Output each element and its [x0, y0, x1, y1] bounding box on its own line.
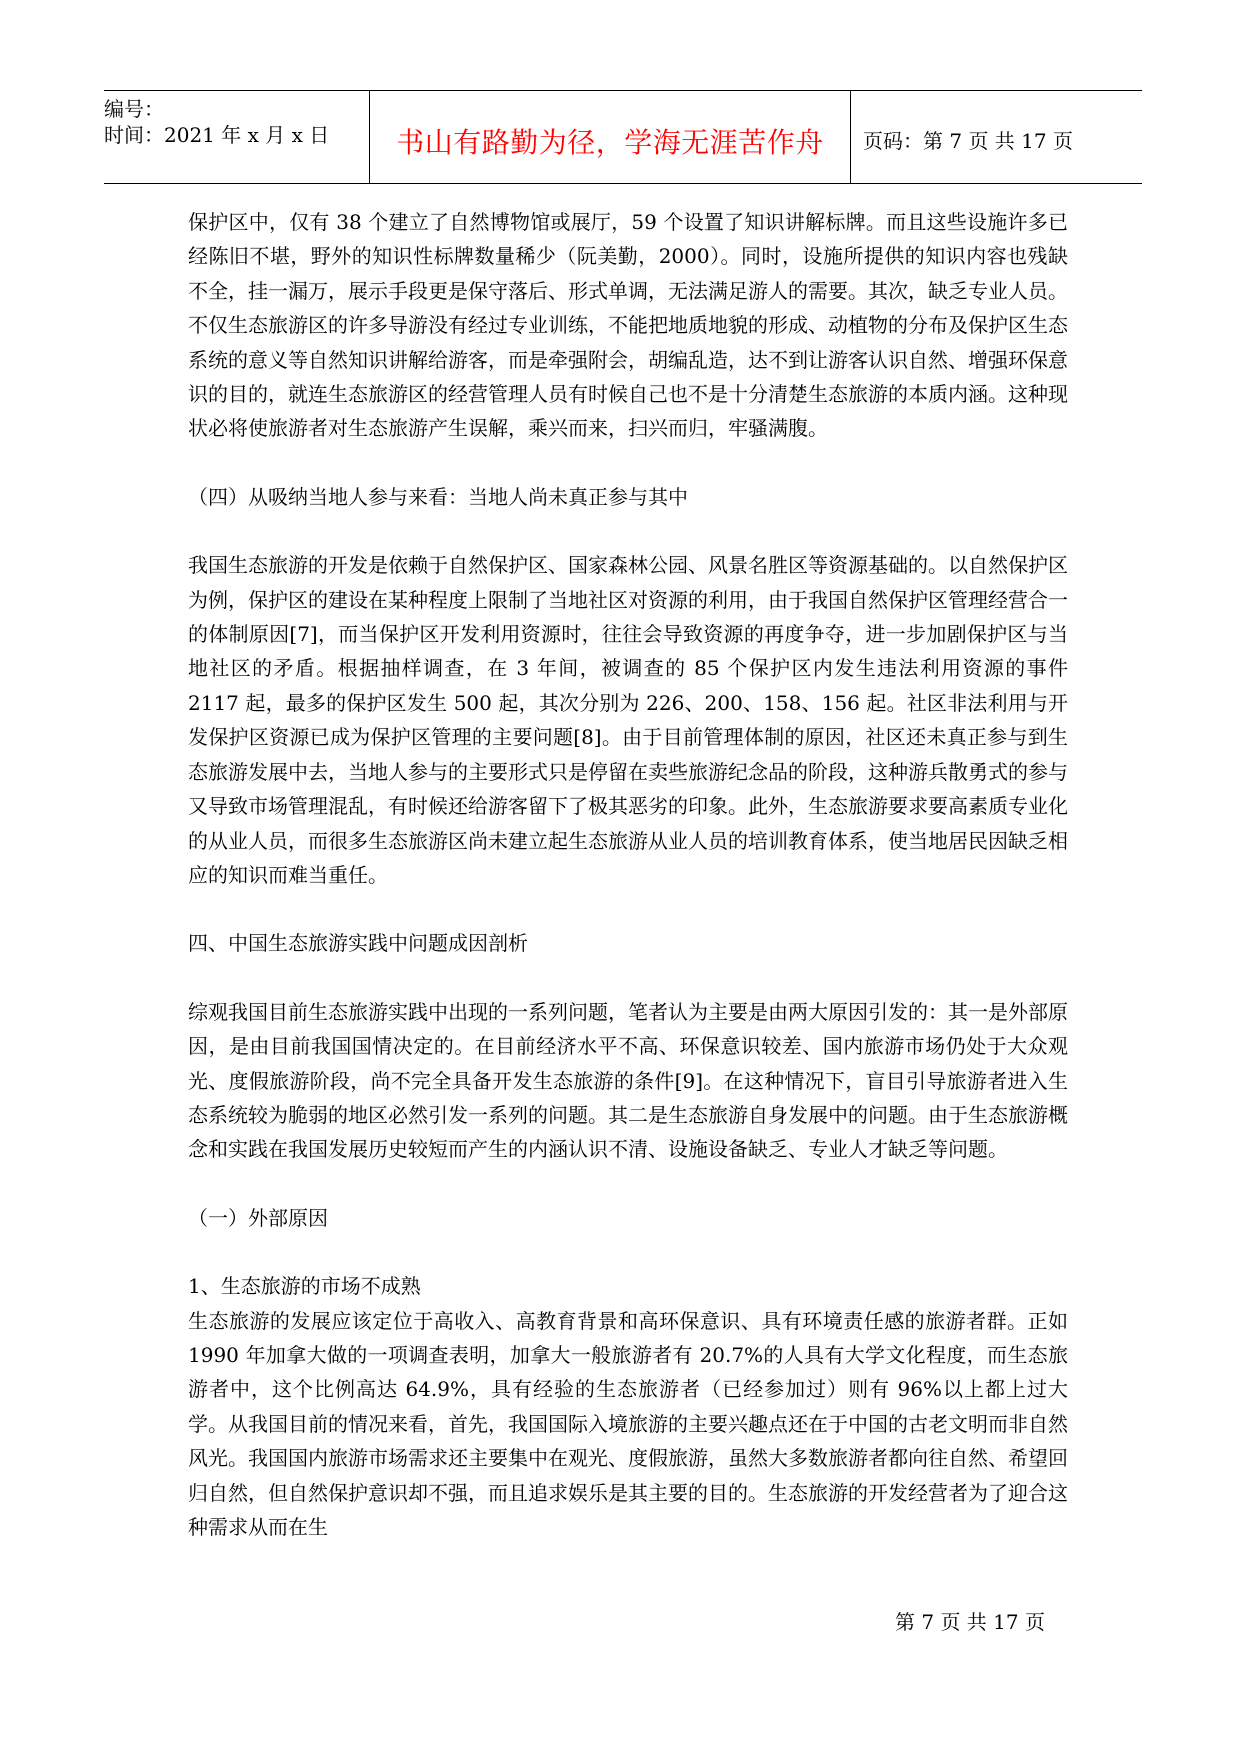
document-number-label: 编号： — [104, 97, 164, 121]
page-footer-number: 第 7 页 共 17 页 — [895, 1610, 1045, 1634]
header-middle-cell — [369, 91, 851, 183]
page-header — [104, 90, 1142, 184]
section-heading: （一）外部原因 — [188, 1205, 328, 1230]
document-time-label: 时间：2021 年 x 月 x 日 — [104, 123, 330, 147]
subsection-heading: 1、生态旅游的市场不成熟 — [188, 1274, 421, 1299]
header-right-cell — [851, 91, 1141, 183]
body-paragraph: 生态旅游的发展应该定位于高收入、高教育背景和高环保意识、具有环境责任感的旅游者群。正如 1990 年加拿大做的一项调查表明，加拿大一般旅游者有 20.7%的人具有大学文化程度，而生态旅游者中，这个比例高达 64.9%，具有经验的生态旅游者（已经参加过）则有 96%以上都上过大学。从我国目前的情况来看，首先，我国国际入境旅游的主要兴趣点还在于中国的古老文明而非自然风光。我国国内旅游市场需求还主要集中在观光、度假旅游，虽然大多数旅游者都向往自然、希望回归自然，但自然保护意识却不强，而且追求娱乐是其主要的目的。生态旅游的开发经营者为了迎合这种需求从而在生 — [188, 1308, 1068, 1539]
section-heading: 四、中国生态旅游实践中问题成因剖析 — [188, 931, 528, 956]
body-paragraph: 保护区中，仅有 38 个建立了自然博物馆或展厅，59 个设置了知识讲解标牌。而且这些设施许多已经陈旧不堪，野外的知识性标牌数量稀少（阮美勤，2000）。同时，设施所提供的知识内容也残缺不全，挂一漏万，展示手段更是保守落后、形式单调，无法满足游人的需要。其次，缺乏专业人员。不仅生态旅游区的许多导游没有经过专业训练，不能把地质地貌的形成、动植物的分布及保护区生态系统的意义等自然知识讲解给游客，而是牵强附会，胡编乱造，达不到让游客认识自然、增强环保意识的目的，就连生态旅游区的经营管理人员有时候自己也不是十分清楚生态旅游的本质内涵。这种现状必将使旅游者对生态旅游产生误解，乘兴而来，扫兴而归，牢骚满腹。 — [188, 210, 1068, 441]
document-body — [188, 205, 1068, 1578]
header-motto: 书山有路勤为径，学海无涯苦作舟 — [396, 126, 824, 159]
body-paragraph: 我国生态旅游的开发是依赖于自然保护区、国家森林公园、风景名胜区等资源基础的。以自然保护区为例，保护区的建设在某种程度上限制了当地社区对资源的利用，由于我国自然保护区管理经营合一的体制原因[7]，而当保护区开发利用资源时，往往会导致资源的再度争夺，进一步加剧保护区与当地社区的矛盾。根据抽样调查，在 3 年间，被调查的 85 个保护区内发生违法利用资源的事件 2117 起，最多的保护区发生 500 起，其次分别为 226、200、158、156 起。社区非法利用与开发保护区资源已成为保护区管理的主要问题[8]。由于目前管理体制的原因，社区还未真正参与到生态旅游发展中去，当地人参与的主要形式只是停留在卖些旅游纪念品的阶段，这种游兵散勇式的参与又导致市场管理混乱，有时候还给游客留下了极其恶劣的印象。此外，生态旅游要求要高素质专业化的从业人员，而很多生态旅游区尚未建立起生态旅游从业人员的培训教育体系，使当地居民因缺乏相应的知识而难当重任。 — [188, 553, 1068, 887]
body-paragraph: 综观我国目前生态旅游实践中出现的一系列问题，笔者认为主要是由两大原因引发的：其一是外部原因，是由目前我国国情决定的。在目前经济水平不高、环保意识较差、国内旅游市场仍处于大众观光、度假旅游阶段，尚不完全具备开发生态旅游的条件[9]。在这种情况下，盲目引导旅游者进入生态系统较为脆弱的地区必然引发一系列的问题。其二是生态旅游自身发展中的问题。由于生态旅游概念和实践在我国发展历史较短而产生的内涵认识不清、设施设备缺乏、专业人才缺乏等问题。 — [188, 999, 1068, 1162]
header-page-label: 页码：第 7 页 共 17 页 — [863, 129, 1073, 153]
header-left-cell — [104, 91, 368, 183]
section-heading: （四）从吸纳当地人参与来看：当地人尚未真正参与其中 — [188, 484, 688, 509]
